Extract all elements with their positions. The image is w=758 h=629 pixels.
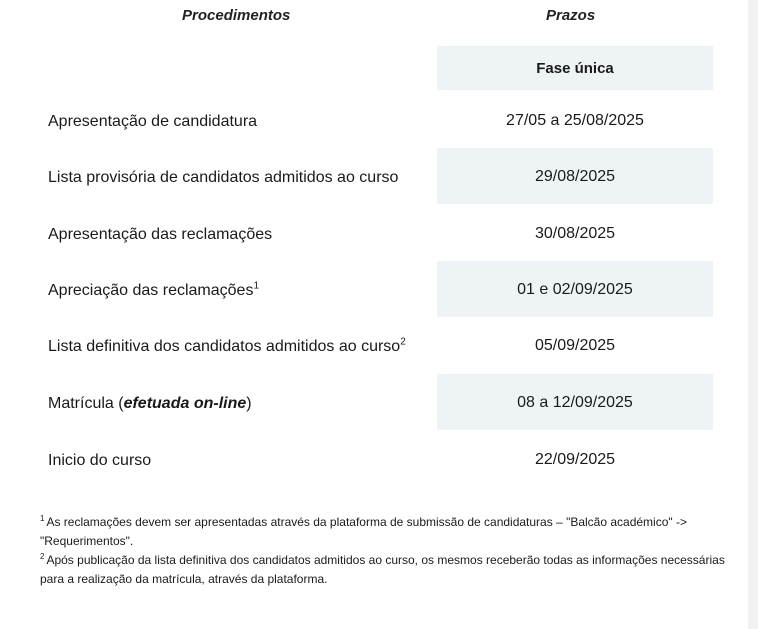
- row-7-date: 22/09/2025: [534, 451, 616, 468]
- row-4-date: 01 e 02/09/2025: [517, 281, 633, 298]
- row-2-label: Lista provisória de candidatos admitidos ao curso: [48, 169, 399, 186]
- row-6-date: 08 a 12/09/2025: [517, 394, 633, 411]
- row-3-date: 30/08/2025: [534, 225, 616, 242]
- footnote-2: $^2$ Após publicação da lista definitiva dos candidatos admitidos ao curso, os mesmos receberão todas as informações necessárias para a realização da matrícula, através da plataforma.: [40, 552, 725, 586]
- row-2-date: 29/08/2025: [534, 168, 616, 185]
- footnotes: [40, 513, 740, 589]
- footnote-ref-1: 1: [253, 280, 259, 292]
- row-6-emphasis: efetuada on-line: [123, 395, 247, 412]
- header-prazos: Prazos: [546, 7, 596, 24]
- row-5-label: Lista definitiva dos candidatos admitidos ao curso$^2$: [48, 336, 406, 355]
- header-procedimentos: Procedimentos: [182, 7, 291, 24]
- row-6-label: Matrícula (efetuada on-line): [48, 395, 252, 412]
- row-7-label: Inicio do curso: [48, 452, 152, 469]
- phase-label: Fase única: [536, 60, 614, 77]
- footnote-1: $^1$ As reclamações devem ser apresentadas através da plataforma de submissão de candidaturas – "Balcão académico" -> "Requerimentos".: [40, 514, 687, 548]
- page-edge: [748, 0, 758, 629]
- row-4-label: Apreciação das reclamações$^1$: [48, 280, 259, 299]
- row-3-label: Apresentação das reclamações: [48, 226, 273, 243]
- row-1-date: 27/05 a 25/08/2025: [506, 112, 644, 129]
- row-5-date: 05/09/2025: [534, 337, 616, 354]
- row-1-label: Apresentação de candidatura: [48, 113, 258, 130]
- footnote-ref-2: 2: [400, 336, 406, 348]
